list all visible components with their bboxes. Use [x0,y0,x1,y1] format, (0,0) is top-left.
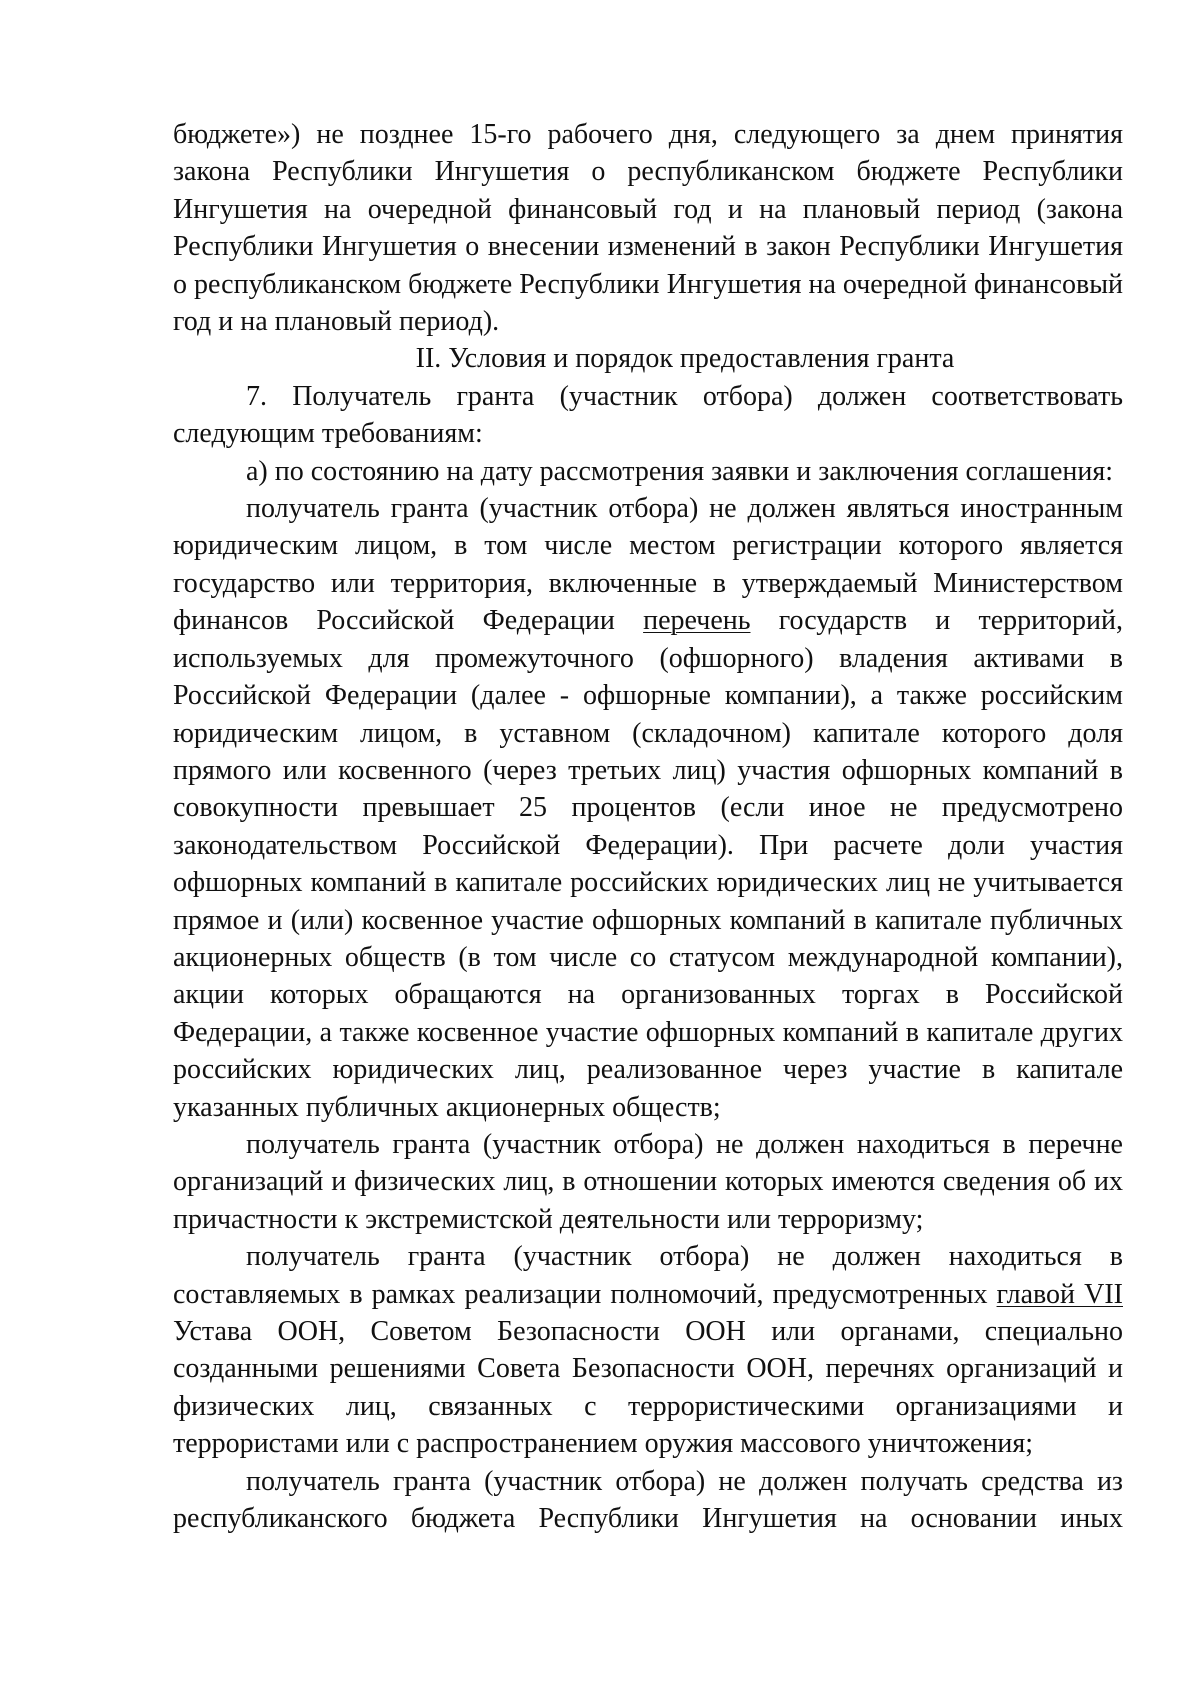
paragraph-intro: бюджете») не позднее 15-го рабочего дня, следующего за днем принятия закона Республики Ингушетия о республиканском бюджете Республики Ингушетия на очередной финансовый год и на плановый период (закона Республики Ингушетия о внесении изменений в закон Республики Ингушетия о республиканском бюджете Республики Ингушетия на очередной финансовый год и на плановый период). [173,119,1123,338]
document-page [173,116,1123,1537]
paragraph-un [173,1238,1123,1462]
paragraph-un-text-end: Устава ООН, Советом Безопасности ООН или органами, специально созданными решениями Совета Безопасности ООН, перечнях организаций и физических лиц, связанных с террористическими организациями и террористами или с распространением оружия массового уничтожения; [173,1316,1123,1460]
paragraph-offshore [173,490,1123,1126]
chapter-link[interactable]: главой VII [996,1278,1123,1310]
paragraph-offshore-text-start: получатель гранта (участник отбора) не должен являться иностранным юридическим лицом, в том числе местом регистрации которого является государство или территория, включенные в утверждаемый Министерством финансов Российской Федерации [173,493,1123,637]
paragraph-a: а) по состоянию на дату рассмотрения заявки и заключения соглашения: [246,455,1114,487]
paragraph-offshore-text-end: государств и территорий, используемых для промежуточного (офшорного) владения активами в Российской Федерации (далее - офшорные компании), а также российским юридическим лицом, в уставном (складочном) капитале которого доля прямого или косвенного (через третьих лиц) участия офшорных компаний в совокупности превышает 25 процентов (если иное не предусмотрено законодательством Российской Федерации). При расчете доли участия офшорных компаний в капитале российских юридических лиц не учитывается прямое и (или) косвенное участие офшорных компаний в капитале публичных акционерных обществ (в том числе со статусом международной компании), акции которых обращаются на организованных торгах в Российской Федерации, а также косвенное участие офшорных компаний в капитале других российских юридических лиц, реализованное через участие в капитале указанных публичных акционерных обществ; [173,605,1123,1123]
paragraph-budget: получатель гранта (участник отбора) не должен получать средства из республиканского бюджета Республики Ингушетия на основании иных [173,1465,1123,1535]
section-heading: II. Условия и порядок предоставления гранта [415,343,955,375]
paragraph-un-text-start: получатель гранта (участник отбора) не должен находиться в составляемых в рамках реализации полномочий, предусмотренных [173,1241,1123,1310]
paragraph-extremism: получатель гранта (участник отбора) не должен находиться в перечне организаций и физических лиц, в отношении которых имеются сведения об их причастности к экстремистской деятельности или терроризму; [173,1128,1123,1235]
paragraph-7: 7. Получатель гранта (участник отбора) должен соответствовать следующим требованиям: [173,380,1123,450]
list-link[interactable]: перечень [643,605,751,637]
